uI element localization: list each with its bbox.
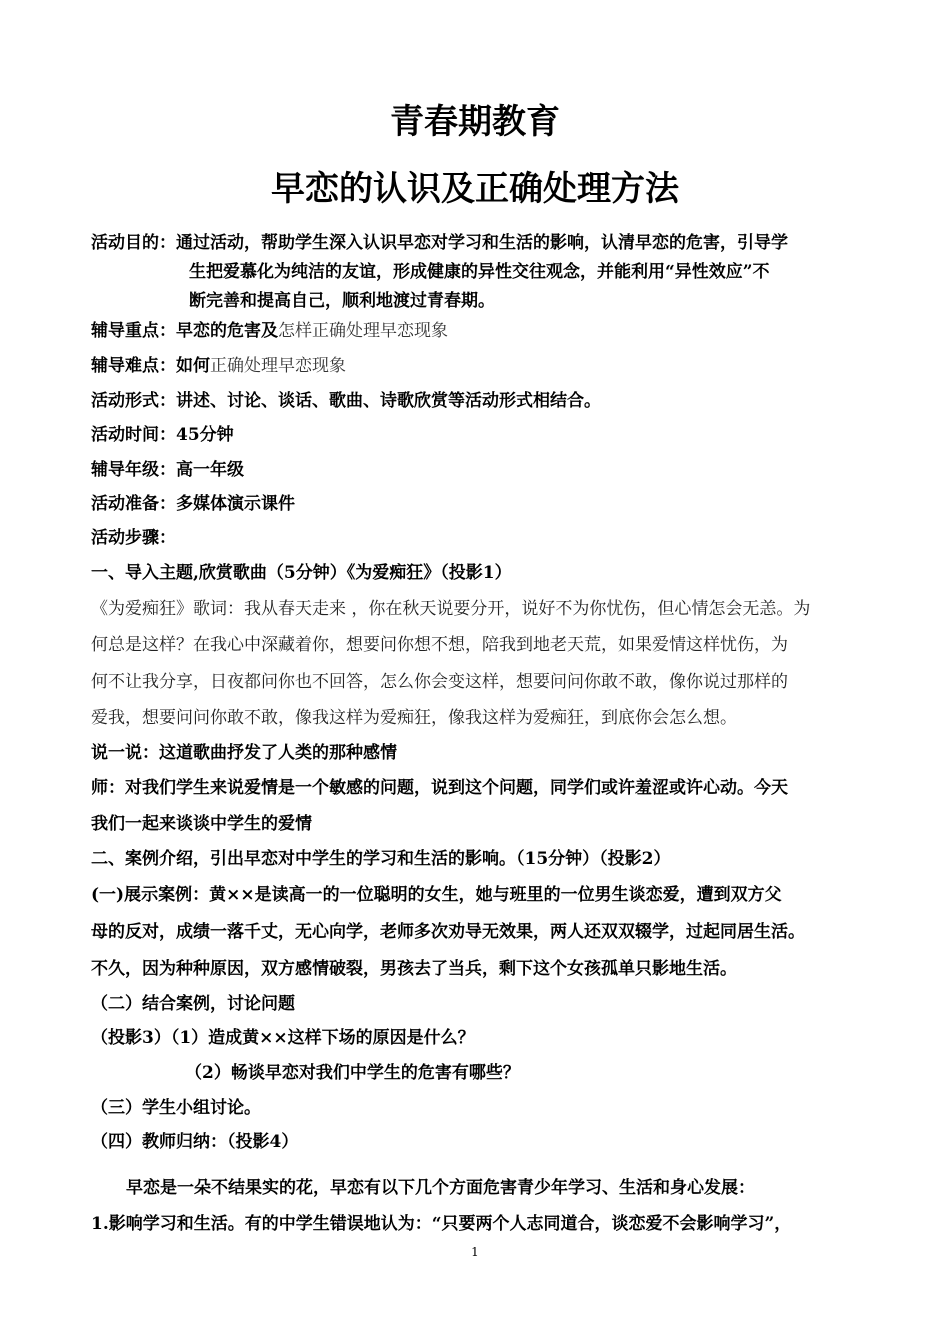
focus-line: [91, 320, 448, 342]
time-line: [91, 424, 234, 446]
time-value: 45分钟: [176, 425, 234, 445]
goal-text-1: 通过活动，帮助学生深入认识早恋对学习和生活的影响，认清早恋的危害，引导学: [176, 233, 788, 253]
goal-label: 活动目的：: [91, 233, 176, 253]
say-line: 说一说：这道歌曲抒发了人类的那种感情: [91, 743, 397, 763]
difficulty-line: [91, 355, 346, 377]
discuss-heading: （二）结合案例，讨论问题: [91, 994, 295, 1014]
difficulty-text-b: 正确处理早恋现象: [210, 356, 346, 376]
step-1-heading: 一、导入主题,欣赏歌曲（5分钟）《为爱痴狂》（投影1）: [91, 563, 512, 583]
prep-line: [91, 493, 295, 515]
prep-label: 活动准备：: [91, 494, 176, 514]
lyrics-line-4: 爱我，想要问问你敢不敢，像我这样为爱痴狂，像我这样为爱痴狂，到底你会怎么想。: [91, 708, 737, 728]
goal-line-2: 生把爱慕化为纯洁的友谊，形成健康的异性交往观念，并能利用“异性效应”不: [189, 262, 770, 282]
point-1: 1.影响学习和生活。有的中学生错误地认为：“只要两个人志同道合，谈恋爱不会影响学习”，: [91, 1214, 792, 1234]
steps-label: 活动步骤：: [91, 528, 176, 548]
goal-line-3: 断完善和提高自己，顺利地渡过青春期。: [189, 291, 495, 311]
time-label: 活动时间：: [91, 425, 176, 445]
grade-value: 高一年级: [176, 460, 244, 480]
case-line-2: 母的反对，成绩一落千丈，无心向学，老师多次劝导无效果，两人还双双辍学，过起同居生活。: [91, 922, 805, 942]
lyrics-line-1: 《为爱痴狂》歌词：我从春天走来 ，你在秋天说要分开，说好不为你忧伤，但心情怎会无恙。为: [91, 599, 811, 619]
teacher-line-1: 师：对我们学生来说爱情是一个敏感的问题，说到这个问题，同学们或许羞涩或许心动。今天: [91, 778, 788, 798]
lyrics-line-2: 何总是这样？在我心中深藏着你，想要问你想不想，陪我到地老天荒，如果爱情这样忧伤，为: [91, 635, 788, 655]
teacher-line-2: 我们一起来谈谈中学生的爱情: [91, 814, 312, 834]
document-subtitle: 早恋的认识及正确处理方法: [271, 169, 679, 209]
summary-intro: 早恋是一朵不结果实的花，早恋有以下几个方面危害青少年学习、生活和身心发展：: [126, 1178, 755, 1198]
case-line-1: (一)展示案例：黄××是读高一的一位聪明的女生，她与班里的一位男生谈恋爱，遭到双方父: [91, 885, 782, 905]
lyrics-line-3: 何不让我分享，日夜都问你也不回答，怎么你会变这样，想要问问你敢不敢，像你说过那样的: [91, 672, 788, 692]
group-discussion: （三）学生小组讨论。: [91, 1098, 261, 1118]
grade-label: 辅导年级：: [91, 460, 176, 480]
form-label: 活动形式：: [91, 391, 176, 411]
difficulty-text-a: 如何: [176, 356, 210, 376]
grade-line: [91, 459, 244, 481]
form-value: 讲述、讨论、谈话、歌曲、诗歌欣赏等活动形式相结合。: [176, 391, 601, 411]
page-number: 1: [471, 1245, 479, 1259]
case-line-3: 不久，因为种种原因，双方感情破裂，男孩去了当兵，剩下这个女孩孤单只影地生活。: [91, 959, 737, 979]
focus-label: 辅导重点：: [91, 321, 176, 341]
difficulty-label: 辅导难点：: [91, 356, 176, 376]
focus-text-a: 早恋的危害及: [176, 321, 278, 341]
form-line: [91, 390, 601, 412]
prep-value: 多媒体演示课件: [176, 494, 295, 514]
step-2-heading: 二、案例介绍，引出早恋对中学生的学习和生活的影响。（15分钟）（投影2）: [91, 849, 671, 869]
document-title: 青春期教育: [390, 102, 560, 142]
question-2: （2）畅谈早恋对我们中学生的危害有哪些？: [185, 1063, 520, 1083]
question-1: （投影3）（1）造成黄××这样下场的原因是什么？: [91, 1028, 475, 1048]
teacher-summary: （四）教师归纳：（投影4）: [91, 1132, 299, 1152]
goal-line-1: [91, 232, 788, 254]
focus-text-b: 怎样正确处理早恋现象: [278, 321, 448, 341]
